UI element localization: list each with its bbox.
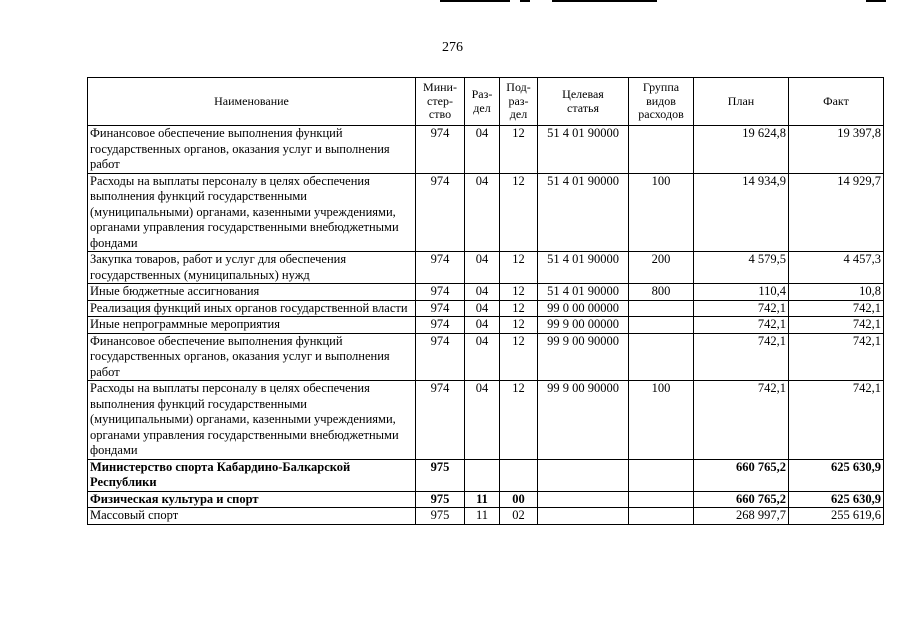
cell-plan: 268 997,7 — [694, 508, 789, 525]
cell-group — [629, 333, 694, 381]
cell-subsection: 00 — [500, 491, 538, 508]
cell-fact: 742,1 — [789, 300, 884, 317]
cell-subsection: 12 — [500, 300, 538, 317]
cell-section: 04 — [465, 252, 500, 284]
cell-subsection: 12 — [500, 284, 538, 301]
cell-name: Массовый спорт — [88, 508, 416, 525]
header-section-text: Раз- дел — [471, 87, 493, 115]
cell-ministry: 974 — [416, 300, 465, 317]
top-rule-left — [440, 0, 510, 2]
cell-name: Министерство спорта Кабардино-Балкарской Республики — [88, 459, 416, 491]
cell-name: Физическая культура и спорт — [88, 491, 416, 508]
cell-group: 800 — [629, 284, 694, 301]
cell-section: 04 — [465, 173, 500, 252]
top-rule-corner — [866, 0, 886, 2]
table-row — [88, 252, 884, 284]
cell-fact: 625 630,9 — [789, 491, 884, 508]
cell-group — [629, 300, 694, 317]
table-row — [88, 381, 884, 460]
cell-ministry: 974 — [416, 284, 465, 301]
cell-group — [629, 459, 694, 491]
cell-ministry: 975 — [416, 508, 465, 525]
cell-subsection: 02 — [500, 508, 538, 525]
cell-name: Реализация функций иных органов государственной власти — [88, 300, 416, 317]
cell-ministry: 974 — [416, 252, 465, 284]
cell-section — [465, 459, 500, 491]
cell-subsection: 12 — [500, 252, 538, 284]
table-row — [88, 333, 884, 381]
cell-target: 51 4 01 90000 — [538, 173, 629, 252]
cell-section: 04 — [465, 284, 500, 301]
cell-target: 51 4 01 90000 — [538, 126, 629, 174]
table-row — [88, 300, 884, 317]
page-number: 276 — [442, 40, 463, 55]
cell-fact: 10,8 — [789, 284, 884, 301]
cell-group — [629, 126, 694, 174]
header-ministry — [416, 78, 465, 126]
cell-group: 200 — [629, 252, 694, 284]
table-row — [88, 508, 884, 525]
cell-fact: 742,1 — [789, 381, 884, 460]
cell-plan: 14 934,9 — [694, 173, 789, 252]
table-row — [88, 459, 884, 491]
cell-fact: 255 619,6 — [789, 508, 884, 525]
cell-section: 04 — [465, 333, 500, 381]
cell-section: 04 — [465, 381, 500, 460]
table-row — [88, 491, 884, 508]
header-name: Наименование — [88, 78, 416, 126]
cell-ministry: 975 — [416, 459, 465, 491]
cell-target: 99 9 00 90000 — [538, 381, 629, 460]
cell-target: 99 9 00 90000 — [538, 333, 629, 381]
cell-plan: 742,1 — [694, 300, 789, 317]
cell-fact: 742,1 — [789, 317, 884, 334]
cell-fact: 4 457,3 — [789, 252, 884, 284]
header-group — [629, 78, 694, 126]
table-row — [88, 317, 884, 334]
cell-ministry: 974 — [416, 333, 465, 381]
cell-name: Закупка товаров, работ и услуг для обеспечения государственных (муниципальных) нужд — [88, 252, 416, 284]
cell-plan: 742,1 — [694, 333, 789, 381]
cell-plan: 19 624,8 — [694, 126, 789, 174]
header-target — [538, 78, 629, 126]
cell-section: 04 — [465, 126, 500, 174]
cell-ministry: 974 — [416, 317, 465, 334]
cell-group: 100 — [629, 381, 694, 460]
cell-ministry: 974 — [416, 381, 465, 460]
header-subsection-text: Под- раз- дел — [506, 80, 531, 122]
cell-name: Иные непрограммные мероприятия — [88, 317, 416, 334]
table-row — [88, 284, 884, 301]
cell-fact: 19 397,8 — [789, 126, 884, 174]
cell-name: Финансовое обеспечение выполнения функций государственных органов, оказания услуг и выполнения работ — [88, 126, 416, 174]
top-rule-middle — [520, 0, 530, 2]
cell-plan: 742,1 — [694, 381, 789, 460]
cell-fact: 14 929,7 — [789, 173, 884, 252]
cell-target: 99 9 00 00000 — [538, 317, 629, 334]
cell-name: Расходы на выплаты персоналу в целях обеспечения выполнения функций государственными (муниципальными) органами, казенными учреждениями, органами управления государственными внебюджетными фондами — [88, 173, 416, 252]
header-section — [465, 78, 500, 126]
budget-table — [87, 77, 884, 525]
top-rule-right — [552, 0, 657, 2]
cell-subsection — [500, 459, 538, 491]
cell-section: 04 — [465, 317, 500, 334]
cell-target — [538, 508, 629, 525]
cell-subsection: 12 — [500, 381, 538, 460]
cell-target: 51 4 01 90000 — [538, 252, 629, 284]
cell-ministry: 974 — [416, 173, 465, 252]
cell-fact: 742,1 — [789, 333, 884, 381]
cell-plan: 660 765,2 — [694, 459, 789, 491]
cell-section: 11 — [465, 491, 500, 508]
cell-subsection: 12 — [500, 333, 538, 381]
cell-group — [629, 508, 694, 525]
cell-plan: 742,1 — [694, 317, 789, 334]
cell-plan: 110,4 — [694, 284, 789, 301]
cell-name: Расходы на выплаты персоналу в целях обеспечения выполнения функций государственными (муниципальными) органами, казенными учреждениями, органами управления государственными внебюджетными фондами — [88, 381, 416, 460]
header-subsection — [500, 78, 538, 126]
header-group-text: Группа видов расходов — [638, 80, 684, 122]
cell-section: 04 — [465, 300, 500, 317]
cell-ministry: 975 — [416, 491, 465, 508]
cell-group — [629, 491, 694, 508]
table-body — [88, 126, 884, 525]
table-row — [88, 173, 884, 252]
cell-section: 11 — [465, 508, 500, 525]
table-header-row — [88, 78, 884, 126]
header-target-text: Целевая статья — [562, 87, 604, 115]
cell-name: Финансовое обеспечение выполнения функций государственных органов, оказания услуг и выполнения работ — [88, 333, 416, 381]
header-fact: Факт — [789, 78, 884, 126]
cell-ministry: 974 — [416, 126, 465, 174]
cell-plan: 4 579,5 — [694, 252, 789, 284]
cell-subsection: 12 — [500, 173, 538, 252]
cell-target — [538, 491, 629, 508]
cell-plan: 660 765,2 — [694, 491, 789, 508]
cell-target — [538, 459, 629, 491]
header-plan: План — [694, 78, 789, 126]
cell-target: 51 4 01 90000 — [538, 284, 629, 301]
cell-subsection: 12 — [500, 317, 538, 334]
cell-group: 100 — [629, 173, 694, 252]
cell-fact: 625 630,9 — [789, 459, 884, 491]
cell-group — [629, 317, 694, 334]
table-row — [88, 126, 884, 174]
cell-target: 99 0 00 00000 — [538, 300, 629, 317]
cell-name: Иные бюджетные ассигнования — [88, 284, 416, 301]
header-ministry-text: Мини- стер- ство — [423, 80, 457, 122]
cell-subsection: 12 — [500, 126, 538, 174]
